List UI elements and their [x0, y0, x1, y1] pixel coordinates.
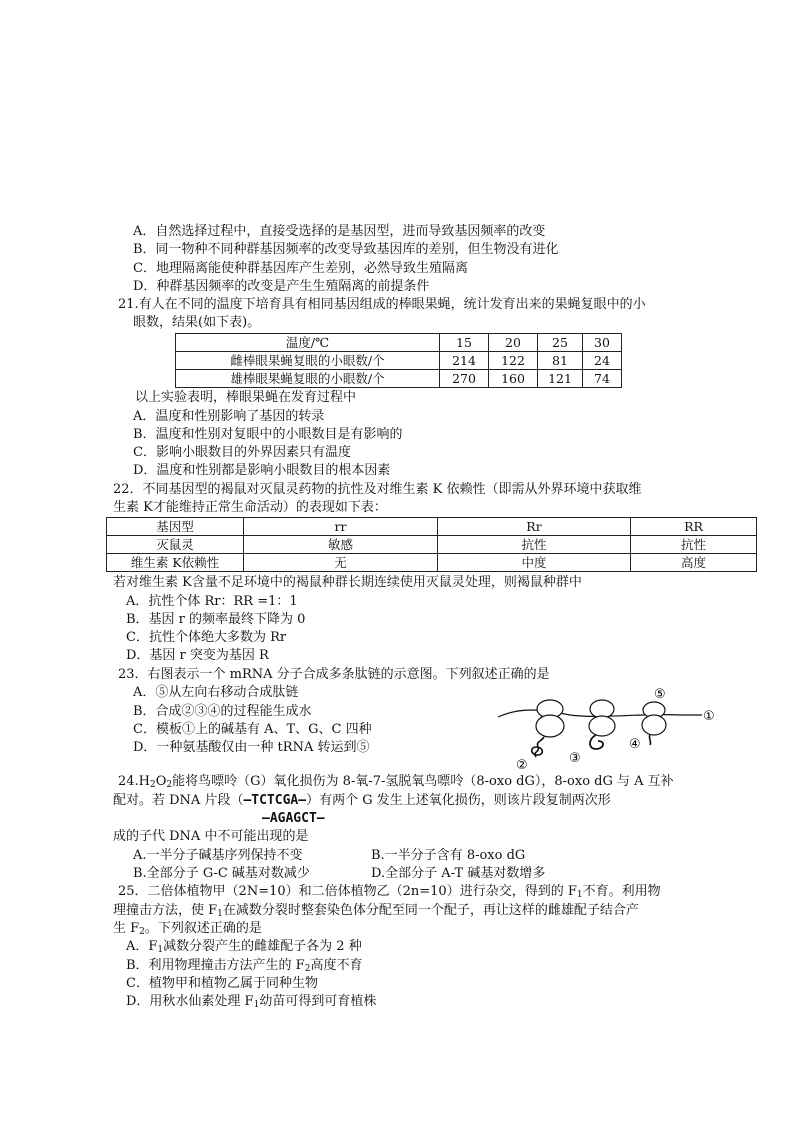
table-row — [176, 352, 622, 370]
q25-stem-line2 — [113, 902, 639, 919]
table-cell: rr — [244, 518, 438, 536]
table-cell: 214 — [440, 352, 489, 370]
subscript: 2 — [139, 927, 145, 937]
dna-bottom-strand: —AGAGCT— — [262, 811, 325, 826]
q24-stem-part: 配对。若 DNA 片段（ — [113, 793, 244, 808]
q22-option-a: A．抗性个体 Rr：RR =1：1 — [126, 594, 298, 609]
table-row — [107, 554, 757, 572]
table-cell: 抗性 — [631, 536, 757, 554]
q22-stem-line1: 22．不同基因型的褐鼠对灭鼠灵药物的抗性及对维生素 K 依赖性（即需从外界环境中获取维 — [113, 482, 642, 497]
q21-table — [175, 333, 622, 388]
q25-stem-part: 不育。利用物 — [582, 884, 661, 899]
q25-option-b — [126, 957, 362, 974]
q21-option-c: C．影响小眼数目的外界因素只有温度 — [133, 445, 351, 460]
q25-option-d — [126, 993, 376, 1010]
q21-option-b: B．温度和性别对复眼中的小眼数目是有影响的 — [133, 427, 403, 442]
subscript: 2 — [304, 964, 311, 974]
q24-stem-line3: 成的子代 DNA 中不可能出现的是 — [113, 829, 309, 844]
q24-stem-part: ）有两个 G 发生上述氧化损伤，则该片段复制两次形 — [306, 793, 611, 808]
q23-stem: 23．右图表示一个 mRNA 分子合成多条肽链的示意图。下列叙述正确的是 — [118, 667, 550, 682]
label-3: ③ — [569, 751, 581, 766]
table-cell: RR — [631, 518, 757, 536]
q22-stem-line2: 生素 K才能维持正常生命活动）的表现如下表： — [113, 500, 387, 515]
q22-option-c: C．抗性个体绝大多数为 Rr — [126, 630, 287, 645]
table-cell: 抗性 — [438, 536, 631, 554]
q20-option-a: A．自然选择过程中，直接受选择的是基因型，进而导致基因频率的改变 — [133, 224, 546, 239]
ribosome — [589, 700, 615, 749]
q21-lead: 以上实验表明，棒眼果蝇在发育过程中 — [135, 390, 357, 405]
subscript: 2 — [150, 780, 156, 790]
q20-option-c: C．地理隔离能使种群基因库产生差别，必然导致生殖隔离 — [133, 261, 468, 276]
table-cell: 高度 — [631, 554, 757, 572]
q25-option-part: B．利用物理撞击方法产生的 F — [126, 958, 305, 973]
q24-stem-part: O — [155, 774, 167, 789]
q25-stem-part: 理撞击方法，使 F — [113, 903, 218, 918]
dna-top-strand: —TCTCGA— — [243, 793, 307, 808]
q23-option-c: C．模板①上的碱基有 A、T、G、C 四种 — [133, 722, 372, 737]
q25-option-part: 高度不育 — [310, 958, 363, 973]
q24-stem-line1 — [118, 773, 674, 790]
table-cell: 灭鼠灵 — [107, 536, 244, 554]
table-cell: 122 — [489, 352, 538, 370]
q25-stem-part: 在减数分裂时整套染色体分配至同一个配子，再让这样的雌雄配子结合产 — [222, 903, 639, 918]
table-row — [107, 518, 757, 536]
table-cell: 25 — [538, 334, 583, 352]
subscript: 1 — [253, 1000, 260, 1010]
table-row — [176, 334, 622, 352]
q21-stem-line2: 眼数，结果(如下表)。 — [133, 315, 261, 330]
q24-stem-part: 能将鸟嘌呤（G）氧化损伤为 8-氧-7-氢脱氧鸟嘌呤（8-oxo dG），8-oxo dG 与 A 互补 — [172, 774, 674, 789]
q24-option-d: D.全部分子 A-T 碱基对数增多 — [371, 866, 546, 881]
q22-lead: 若对维生素 K含量不足环境中的褐鼠种群长期连续使用灭鼠灵处理，则褐鼠种群中 — [113, 575, 582, 590]
table-cell: Rr — [438, 518, 631, 536]
subscript: 1 — [217, 909, 223, 919]
q24-stem-line2 — [113, 792, 611, 809]
table-cell: 无 — [244, 554, 438, 572]
table-cell: 81 — [538, 352, 583, 370]
q25-option-part: 幼苗可得到可育植株 — [259, 994, 377, 1009]
q21-option-d: D．温度和性别都是影响小眼数目的根本因素 — [133, 463, 391, 478]
q25-stem-part: 。下列叙述正确的是 — [144, 921, 262, 936]
translation-diagram — [480, 685, 725, 770]
label-5: ⑤ — [654, 687, 666, 702]
q24-option-a: A.一半分子碱基序列保持不变 — [133, 848, 303, 863]
table-cell: 维生素 K依赖性 — [107, 554, 244, 572]
q25-option-a — [126, 938, 362, 955]
table-row — [107, 536, 757, 554]
table-cell: 30 — [583, 334, 622, 352]
q24-option-b: B.一半分子含有 8-oxo dG — [371, 848, 526, 863]
q23-option-a: A．⑤从左向右移动合成肽链 — [133, 685, 299, 700]
table-cell: 雄棒眼果蝇复眼的小眼数/个 — [176, 370, 440, 388]
table-cell: 270 — [440, 370, 489, 388]
table-cell: 160 — [489, 370, 538, 388]
q25-option-part: D．用秋水仙素处理 F — [126, 994, 254, 1009]
q25-option-c: C．植物甲和植物乙属于同种生物 — [126, 976, 318, 991]
q20-option-d: D．种群基因频率的改变是产生生殖隔离的前提条件 — [133, 279, 430, 294]
q24-stem-part: 24.H — [118, 774, 151, 789]
table-cell: 74 — [583, 370, 622, 388]
table-row — [176, 370, 622, 388]
table-cell: 雌棒眼果蝇复眼的小眼数/个 — [176, 352, 440, 370]
q25-stem-line1 — [118, 883, 661, 900]
q24-option-c: B.全部分子 G-C 碱基对数减少 — [133, 866, 310, 881]
q22-option-b: B．基因 r 的频率最终下降为 0 — [126, 612, 306, 627]
q21-option-a: A．温度和性别影响了基因的转录 — [133, 409, 325, 424]
table-cell: 温度/℃ — [176, 334, 440, 352]
table-cell: 20 — [489, 334, 538, 352]
q20-option-b: B．同一物种不同种群基因频率的改变导致基因库的差别，但生物没有进化 — [133, 242, 559, 257]
table-cell: 敏感 — [244, 536, 438, 554]
subscript: 1 — [576, 890, 583, 900]
label-4: ④ — [629, 737, 641, 752]
ribosome — [642, 702, 666, 745]
label-2: ② — [516, 758, 528, 770]
q21-stem-line1: 21.有人在不同的温度下培育具有相同基因组成的棒眼果蝇，统计发育出来的果蝇复眼中的小 — [118, 297, 646, 312]
subscript: 2 — [166, 780, 173, 790]
q22-table — [106, 517, 757, 572]
subscript: 1 — [157, 945, 164, 955]
table-cell: 基因型 — [107, 518, 244, 536]
q22-option-d: D．基因 r 突变为基因 R — [126, 648, 269, 663]
table-cell: 中度 — [438, 554, 631, 572]
label-1: ① — [703, 709, 715, 724]
q25-stem-line3 — [113, 920, 262, 937]
q23-option-d: D．一种氨基酸仅由一种 tRNA 转运到⑤ — [133, 740, 370, 755]
table-cell: 121 — [538, 370, 583, 388]
table-cell: 24 — [583, 352, 622, 370]
q25-option-part: 减数分裂产生的雌雄配子各为 2 种 — [163, 939, 362, 954]
q25-option-part: A．F — [126, 939, 158, 954]
table-cell: 15 — [440, 334, 489, 352]
ribosome — [532, 700, 564, 757]
q25-stem-part: 25．二倍体植物甲（2N=10）和二倍体植物乙（2n=10）进行杂交，得到的 F — [118, 884, 577, 899]
q23-option-b: B．合成②③④的过程能生成水 — [133, 704, 312, 719]
q25-stem-part: 生 F — [113, 921, 140, 936]
